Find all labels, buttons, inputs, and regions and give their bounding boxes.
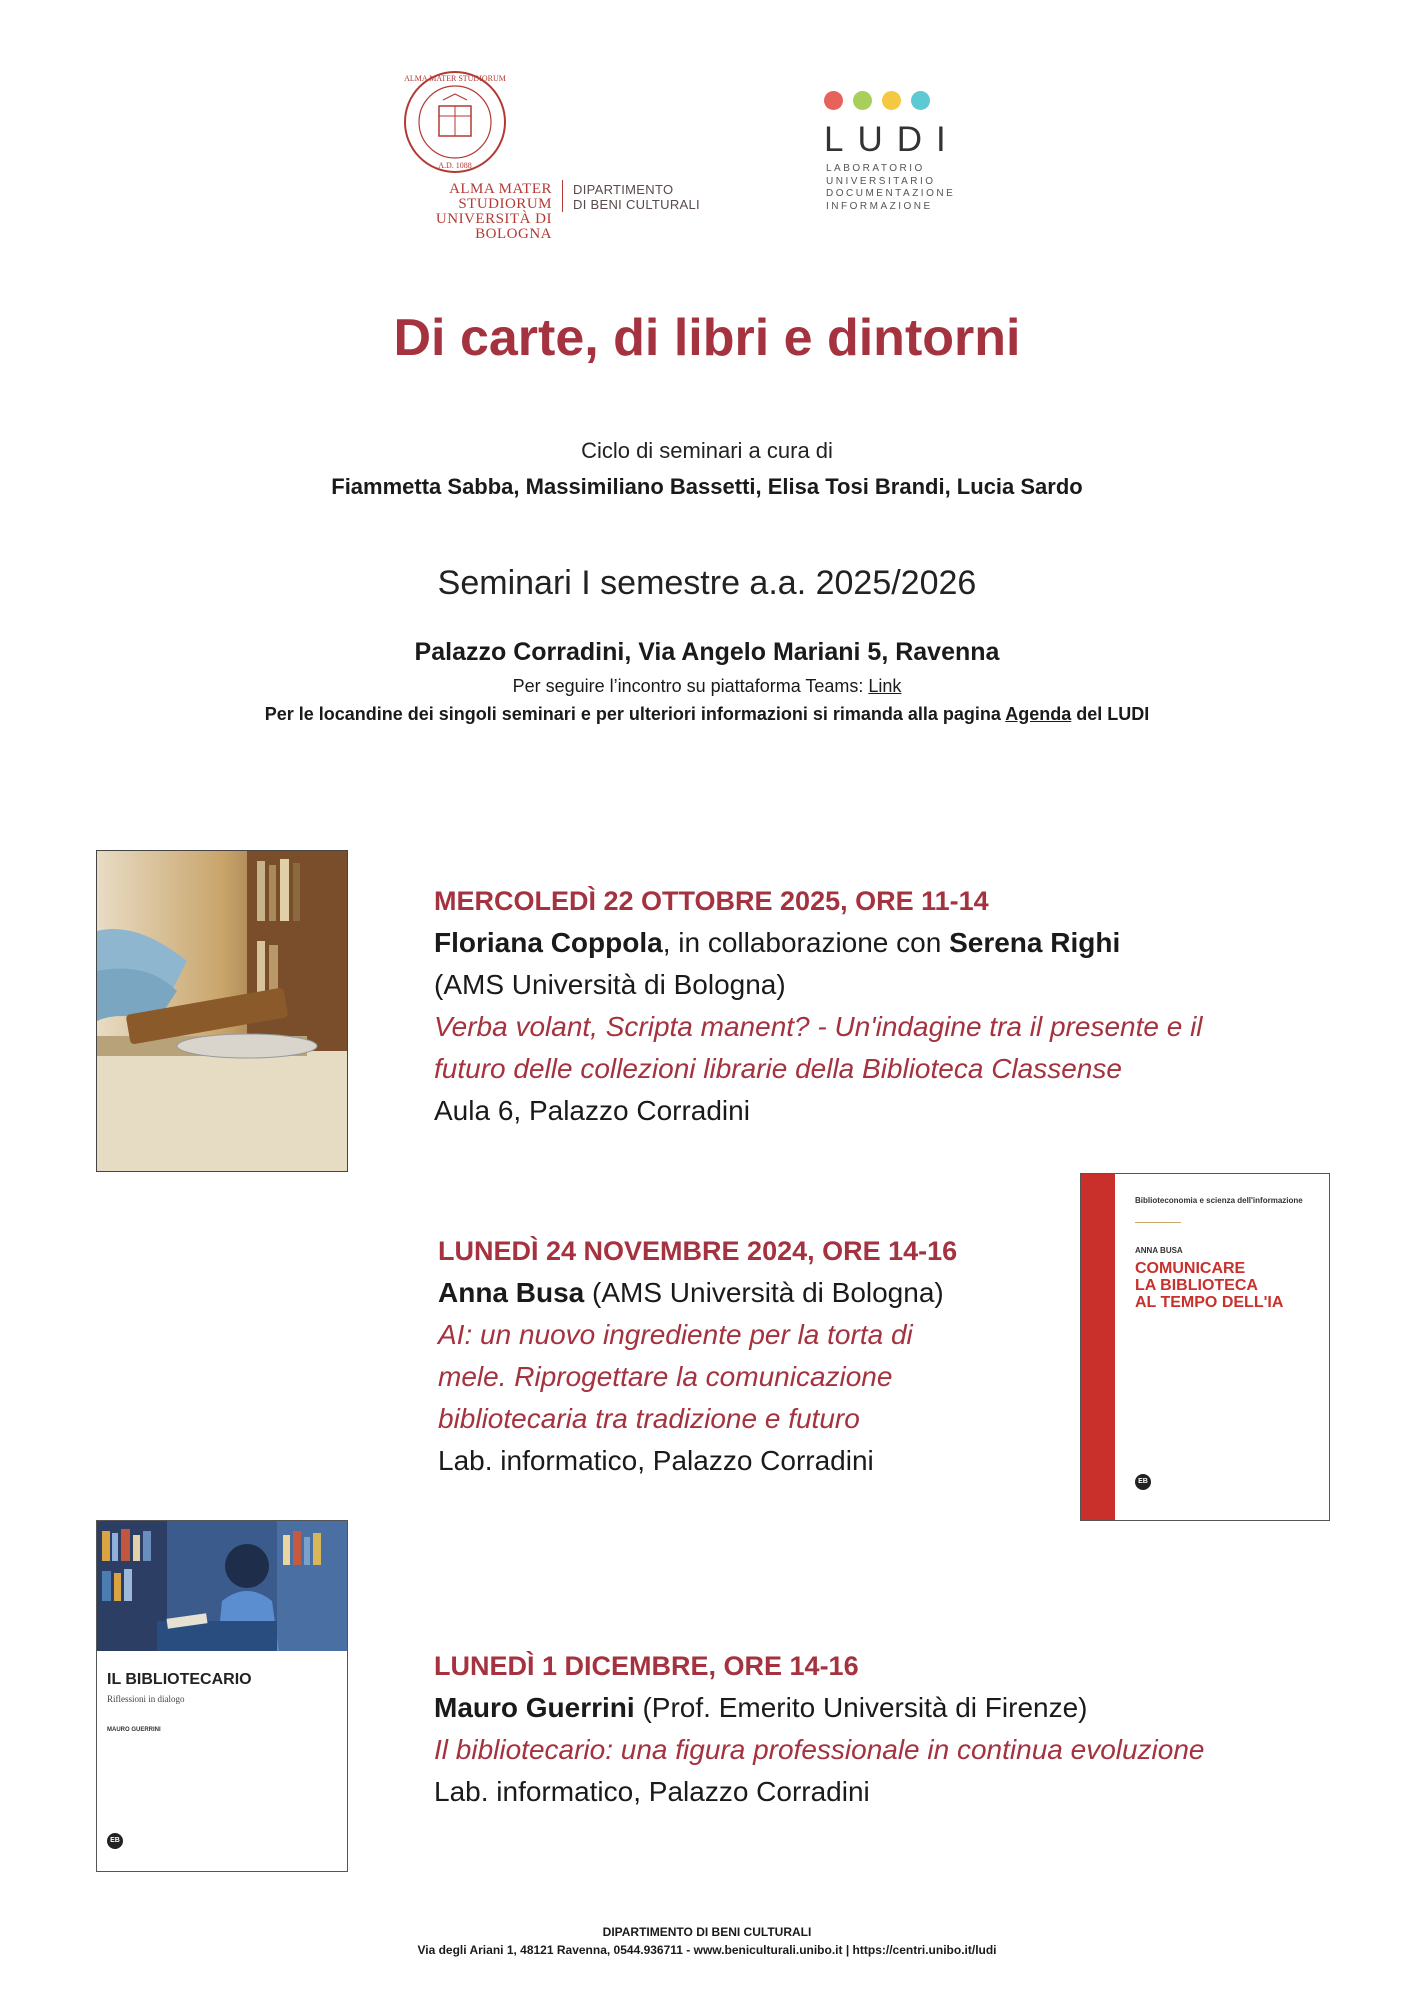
publisher-logo-icon: EB <box>107 1833 123 1849</box>
speaker-name: Mauro Guerrini <box>434 1692 635 1723</box>
ludi-dot-yellow <box>882 91 901 110</box>
unibo-seal-logo <box>403 70 507 174</box>
book-cover-bibliotecario <box>96 1520 348 1872</box>
teams-link[interactable]: Link <box>868 676 902 696</box>
book-title-line: COMUNICARE <box>1135 1260 1246 1277</box>
semester-heading: Seminari I semestre a.a. 2025/2026 <box>437 564 977 602</box>
unibo-name <box>362 182 552 242</box>
event-room: Lab. informatico, Palazzo Corradini <box>438 1445 874 1476</box>
event-room: Lab. informatico, Palazzo Corradini <box>434 1776 870 1807</box>
event-date: LUNEDÌ 1 DICEMBRE, ORE 14-16 <box>434 1651 859 1681</box>
event-speakers <box>434 1687 1334 1729</box>
ludi-dot-green <box>853 91 872 110</box>
book-cover-comunicare <box>1080 1173 1330 1521</box>
teams-prefix: Per seguire l’incontro su piattaforma Teams: <box>512 676 869 696</box>
logo-divider <box>562 180 563 212</box>
cospeaker-name: Serena Righi <box>949 927 1121 958</box>
seal-top-text: ALMA MATER STUDIORUM <box>404 74 506 83</box>
event-speakers <box>438 1272 978 1314</box>
speaker-affiliation: (AMS Università di Bologna) <box>584 1277 944 1308</box>
event-date: LUNEDÌ 24 NOVEMBRE 2024, ORE 14-16 <box>438 1236 958 1266</box>
event-talk-title: Il bibliotecario: una figura professionale in continua evoluzione <box>434 1734 1205 1765</box>
event-talk-title-cont: futuro delle collezioni librarie della Biblioteca Classense <box>434 1053 1122 1084</box>
series-intro: Ciclo di seminari a cura di <box>581 438 833 463</box>
event-speakers <box>434 922 1334 964</box>
venue: Palazzo Corradini, Via Angelo Mariani 5, Ravenna <box>414 638 1000 666</box>
event-2 <box>438 1230 978 1482</box>
ludi-line: UNIVERSITARIO <box>826 175 936 187</box>
ludi-logo-title: LUDI <box>824 120 960 159</box>
dept-line2: DI BENI CULTURALI <box>573 197 700 212</box>
ludi-line: INFORMAZIONE <box>826 200 933 212</box>
speaker-joiner: , in collaborazione con <box>662 927 950 958</box>
seal-bottom-text: A.D. 1088 <box>438 161 472 170</box>
event-talk-title: AI: un nuovo ingrediente per la torta di <box>438 1319 913 1350</box>
ludi-logo-subtitle <box>826 163 955 213</box>
event-room: Aula 6, Palazzo Corradini <box>434 1095 750 1126</box>
agenda-link[interactable]: Agenda <box>1005 704 1072 724</box>
note-suffix: del LUDI <box>1071 704 1150 724</box>
curators: Fiammetta Sabba, Massimiliano Bassetti, Elisa Tosi Brandi, Lucia Sardo <box>331 474 1083 499</box>
note-prefix: Per le locandine dei singoli seminari e per ulteriori informazioni si rimanda alla pagina <box>264 704 1006 724</box>
footer-contacts: Via degli Ariani 1, 48121 Ravenna, 0544.936711 - www.beniculturali.unibo.it | https://centri.unibo.it/ludi <box>417 1943 997 1957</box>
book-subtitle: Riflessioni in dialogo <box>107 1694 185 1704</box>
agenda-note <box>0 704 1414 725</box>
unibo-name-line1: ALMA MATER STUDIORUM <box>449 181 552 212</box>
event-3 <box>434 1645 1334 1813</box>
book-title: IL BIBLIOTECARIO <box>107 1671 252 1688</box>
cover-red-band <box>1081 1174 1115 1520</box>
department-name <box>573 182 700 212</box>
teams-info <box>0 676 1414 697</box>
publisher-logo-icon: EB <box>1135 1474 1151 1490</box>
book-series: Biblioteconomia e scienza dell'informazione <box>1135 1196 1303 1205</box>
footer-department: DIPARTIMENTO DI BENI CULTURALI <box>602 1925 812 1939</box>
ludi-line: DOCUMENTAZIONE <box>826 188 956 199</box>
book-title-line: LA BIBLIOTECA <box>1135 1277 1258 1294</box>
ludi-dots-icon <box>824 91 940 115</box>
speaker-affiliation: (Prof. Emerito Università di Firenze) <box>634 1692 1088 1723</box>
cover-illustration <box>97 1521 347 1651</box>
ludi-dot-cyan <box>911 91 930 110</box>
ludi-dot-red <box>824 91 843 110</box>
event-1 <box>434 880 1334 1132</box>
event-talk-title-cont: mele. Riprogettare la comunicazione <box>438 1361 893 1392</box>
speaker-name: Anna Busa <box>438 1277 585 1308</box>
book-title <box>1135 1260 1283 1311</box>
dept-line1: DIPARTIMENTO <box>573 182 674 197</box>
event-talk-title: Verba volant, Scripta manent? - Un'indagine tra il presente e il <box>434 1011 1203 1042</box>
book-author: MAURO GUERRINI <box>107 1727 161 1733</box>
book-conservation-photo <box>96 850 348 1172</box>
page-title: Di carte, di libri e dintorni <box>393 309 1021 367</box>
event-talk-title-cont: bibliotecaria tra tradizione e futuro <box>438 1403 860 1434</box>
event-date: MERCOLEDÌ 22 OTTOBRE 2025, ORE 11-14 <box>434 886 989 916</box>
cover-rule <box>1135 1222 1181 1223</box>
unibo-name-line2: UNIVERSITÀ DI BOLOGNA <box>435 211 552 242</box>
speaker-name: Floriana Coppola <box>434 927 663 958</box>
book-author: ANNA BUSA <box>1135 1246 1183 1255</box>
ludi-line: LABORATORIO <box>826 163 925 174</box>
event-affiliation: (AMS Università di Bologna) <box>434 969 786 1000</box>
book-title-line: AL TEMPO DELL'IA <box>1135 1294 1284 1311</box>
